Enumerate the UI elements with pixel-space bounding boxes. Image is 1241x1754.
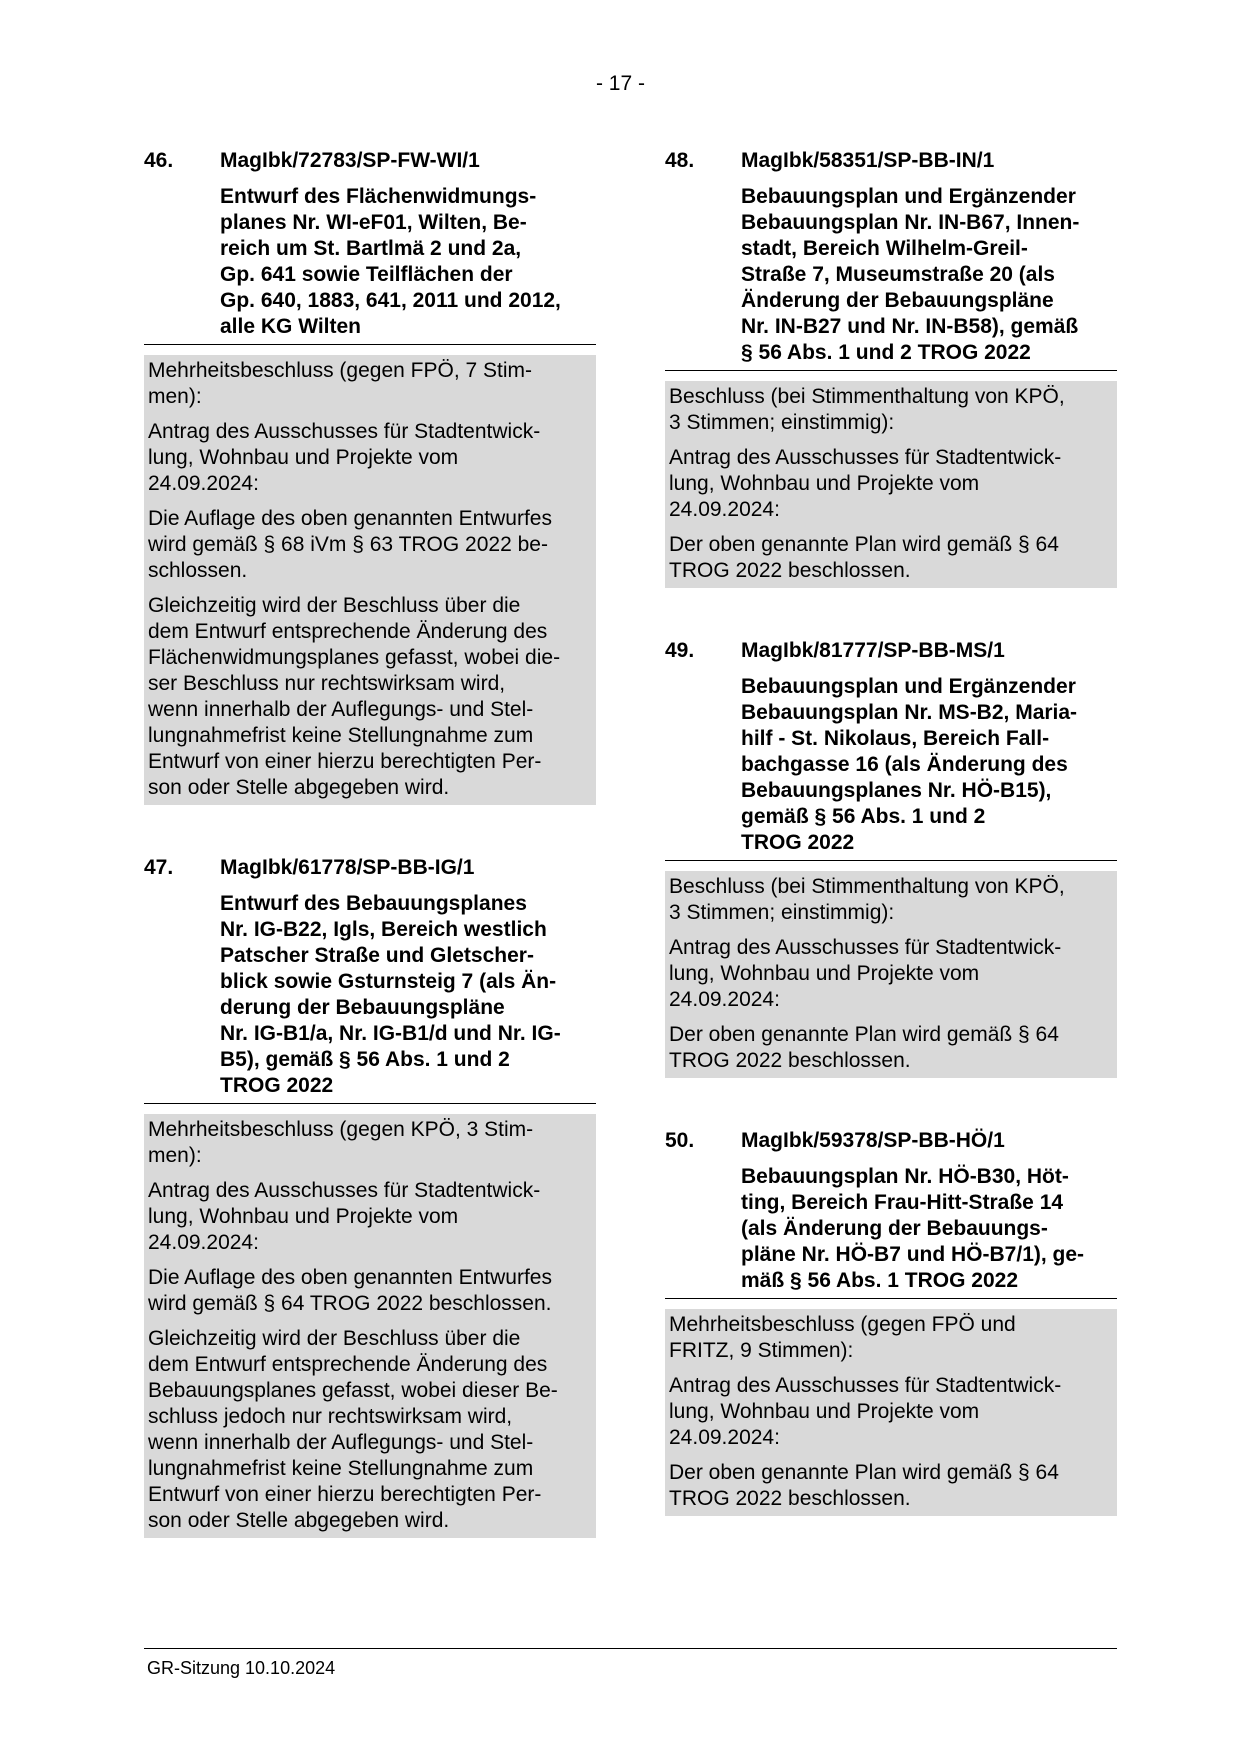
item-number: 50. xyxy=(665,1129,695,1152)
item-header xyxy=(665,638,1117,664)
item-header xyxy=(144,148,596,174)
footer-divider xyxy=(144,1648,1117,1649)
item-reference: MagIbk/81777/SP-BB-MS/1 xyxy=(741,639,1005,662)
vote-result: Beschluss (bei Stimmenthaltung von KPÖ, 3 Stimmen; einstimmig): xyxy=(669,875,1065,924)
right-column xyxy=(665,148,1117,1566)
agenda-item-50 xyxy=(665,1128,1117,1516)
resolution-text: Gleichzeitig wird der Beschluss über die dem Entwurf entsprechende Änderung des Bebauungsplanes gefasst, wobei dieser Be- schluss jedoch nur rechtswirksam wird, wenn innerhalb der Auflegungs- und Stel- lungnahmefrist keine Stellungnahme zum Entwurf von einer hierzu berechtigten Per- son oder Stelle abgegeben wird. xyxy=(148,1327,558,1532)
item-number: 48. xyxy=(665,149,695,172)
resolution-text: Der oben genannte Plan wird gemäß § 64 TROG 2022 beschlossen. xyxy=(669,1461,1059,1510)
page-number: - 17 - xyxy=(595,72,645,95)
item-reference: MagIbk/72783/SP-FW-WI/1 xyxy=(220,149,480,172)
agenda-item-47 xyxy=(144,855,596,1538)
agenda-item-46 xyxy=(144,148,596,805)
item-title: Entwurf des Bebauungsplanes Nr. IG-B22, Igls, Bereich westlich Patscher Straße und Gletscher- blick sowie Gsturnsteig 7 (als Än- derung der Bebauungspläne Nr. IG-B1/a, Nr. IG-B1/d und Nr. IG- B5), gemäß § 56 Abs. 1 und 2 TROG 2022 xyxy=(220,892,561,1097)
resolution-text: Die Auflage des oben genannten Entwurfes wird gemäß § 68 iVm § 63 TROG 2022 be- schlossen. xyxy=(148,507,552,582)
item-reference: MagIbk/61778/SP-BB-IG/1 xyxy=(220,856,475,879)
motion-source: Antrag des Ausschusses für Stadtentwick- lung, Wohnbau und Projekte vom 24.09.2024: xyxy=(669,446,1062,521)
divider xyxy=(665,1298,1117,1299)
item-number: 46. xyxy=(144,149,174,172)
resolution-text: Der oben genannte Plan wird gemäß § 64 TROG 2022 beschlossen. xyxy=(669,1023,1059,1072)
divider xyxy=(665,370,1117,371)
vote-result: Mehrheitsbeschluss (gegen FPÖ, 7 Stim- men): xyxy=(148,359,532,408)
resolution-text: Gleichzeitig wird der Beschluss über die dem Entwurf entsprechende Änderung des Flächenwidmungsplanes gefasst, wobei die- ser Beschluss nur rechtswirksam wird, wenn innerhalb der Auflegungs- und Stel- lungnahmefrist keine Stellungnahme zum Entwurf von einer hierzu berechtigten Per- son oder Stelle abgegeben wird. xyxy=(148,594,561,799)
divider xyxy=(144,344,596,345)
item-reference: MagIbk/58351/SP-BB-IN/1 xyxy=(741,149,995,172)
motion-source: Antrag des Ausschusses für Stadtentwick- lung, Wohnbau und Projekte vom 24.09.2024: xyxy=(669,1374,1062,1449)
motion-source: Antrag des Ausschusses für Stadtentwick- lung, Wohnbau und Projekte vom 24.09.2024: xyxy=(148,1179,541,1254)
resolution-text: Die Auflage des oben genannten Entwurfes wird gemäß § 64 TROG 2022 beschlossen. xyxy=(148,1266,552,1315)
item-title: Bebauungsplan und Ergänzender Bebauungsplan Nr. MS-B2, Maria- hilf - St. Nikolaus, Bereich Fall- bachgasse 16 (als Änderung des Bebauungsplanes Nr. HÖ-B15), gemäß § 56 Abs. 1 und 2 TROG 2022 xyxy=(741,675,1078,854)
item-title: Bebauungsplan Nr. HÖ-B30, Höt- ting, Bereich Frau-Hitt-Straße 14 (als Änderung der Bebauungs- pläne Nr. HÖ-B7 und HÖ-B7/1), ge- mäß § 56 Abs. 1 TROG 2022 xyxy=(741,1165,1085,1292)
decision-box xyxy=(665,381,1117,588)
item-header xyxy=(665,148,1117,174)
agenda-item-49 xyxy=(665,638,1117,1078)
vote-result: Mehrheitsbeschluss (gegen FPÖ und FRITZ, 9 Stimmen): xyxy=(669,1313,1016,1362)
vote-result: Beschluss (bei Stimmenthaltung von KPÖ, 3 Stimmen; einstimmig): xyxy=(669,385,1065,434)
item-number: 47. xyxy=(144,856,174,879)
item-title: Entwurf des Flächenwidmungs- planes Nr. WI-eF01, Wilten, Be- reich um St. Bartlmä 2 und 2a, Gp. 641 sowie Teilflächen der Gp. 640, 1883, 641, 2011 und 2012, alle KG Wilten xyxy=(220,185,561,338)
resolution-text: Der oben genannte Plan wird gemäß § 64 TROG 2022 beschlossen. xyxy=(669,533,1059,582)
motion-source: Antrag des Ausschusses für Stadtentwick- lung, Wohnbau und Projekte vom 24.09.2024: xyxy=(669,936,1062,1011)
agenda-item-48 xyxy=(665,148,1117,588)
item-header xyxy=(665,1128,1117,1154)
decision-box xyxy=(144,355,596,805)
motion-source: Antrag des Ausschusses für Stadtentwick- lung, Wohnbau und Projekte vom 24.09.2024: xyxy=(148,420,541,495)
footer-session-date: GR-Sitzung 10.10.2024 xyxy=(147,1658,336,1678)
vote-result: Mehrheitsbeschluss (gegen KPÖ, 3 Stim- men): xyxy=(148,1118,534,1167)
item-number: 49. xyxy=(665,639,695,662)
decision-box xyxy=(144,1114,596,1538)
divider xyxy=(144,1103,596,1104)
decision-box xyxy=(665,871,1117,1078)
item-header xyxy=(144,855,596,881)
left-column xyxy=(144,148,596,1588)
item-reference: MagIbk/59378/SP-BB-HÖ/1 xyxy=(741,1129,1005,1152)
item-title: Bebauungsplan und Ergänzender Bebauungsplan Nr. IN-B67, Innen- stadt, Bereich Wilhelm-Greil- Straße 7, Museumstraße 20 (als Änderung der Bebauungspläne Nr. IN-B27 und Nr. IN-B58), gemäß § 56 Abs. 1 und 2 TROG 2022 xyxy=(741,185,1080,364)
divider xyxy=(665,860,1117,861)
decision-box xyxy=(665,1309,1117,1516)
